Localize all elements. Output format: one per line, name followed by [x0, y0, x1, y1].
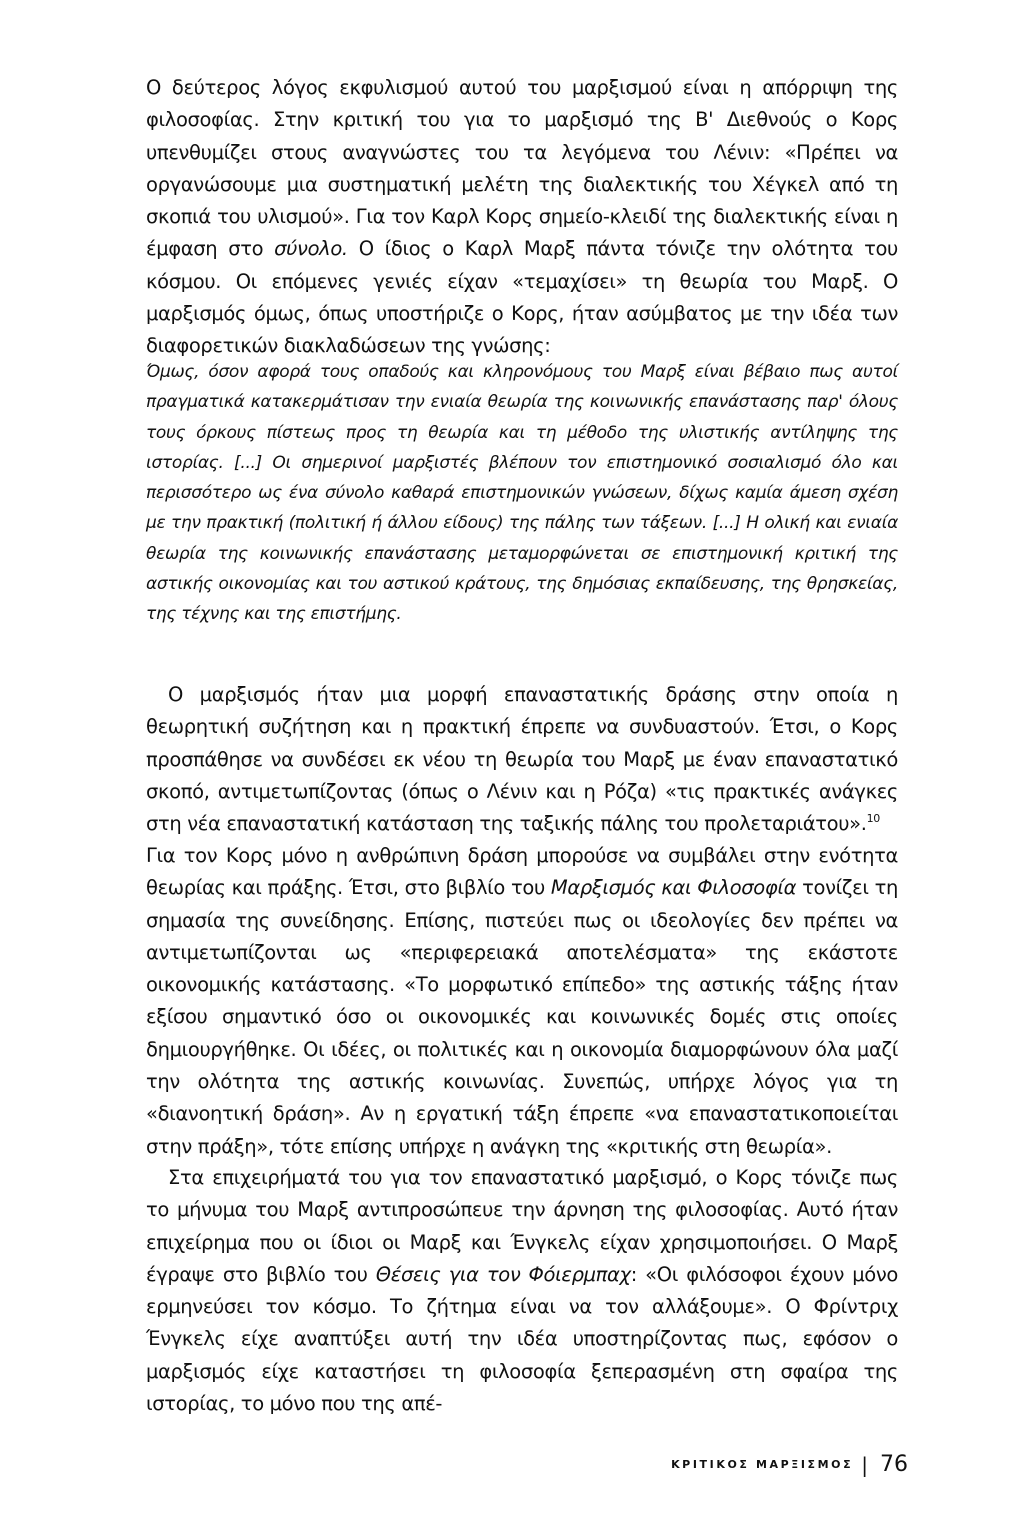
block-quote: Όμως, όσον αφορά τους οπαδούς και κληρονόμους του Μαρξ είναι βέβαιο πως αυτοί πραγματικά κατακερμάτισαν την ενιαία θεωρία της κοινωνικής επανάστασης παρ' όλους τους όρκους πίστεως προς τη θεωρία και τη μέθοδο της υλιστικής αντίληψης της ιστορίας. [...] Οι σημερινοί μαρξιστές βλέπουν τον επιστημονικό σοσιαλισμό όλο και περισσότερο ως ένα σύνολο καθαρά επιστημονικών γνώσεων, δίχως καμία άμεση σχέση με την πρακτική (πολιτική ή άλλου είδους) της πάλης των τάξεων. [...] Η ολική και ενιαία θεωρία της κοινωνικής επανάστασης μεταμορφώνεται σε επιστημονική κριτική της αστικής οικονομίας και του αστικού κράτους, της δημόσιας εκπαίδευσης, της θρησκείας, της τέχνης και της επιστήμης. [146, 362, 898, 625]
footnote-marker: 10 [866, 812, 880, 826]
paragraph-4 [146, 1162, 898, 1420]
paragraph-2-text: Ο μαρξισμός ήταν μια μορφή επαναστατικής δράσης στην οποία η θεωρητική συζήτηση και η πρακτική έπρεπε να συνδυαστούν. Έτσι, ο Κορς προσπάθησε να συνδέσει εκ νέου τη θεωρία του Μαρξ με έναν επαναστατικό σκοπό, αντιμετωπίζοντας (όπως ο Λένιν και η Ρόζα) «τις πρακτικές ανάγκες στη νέα επαναστατική κατάσταση της ταξικής πάλης του προλεταριάτου». [146, 683, 898, 836]
page-footer [640, 1452, 908, 1477]
paragraph-1-emphasis: σύνολο. [274, 237, 348, 261]
book-title-marxism-philosophy: Μαρξισμός και Φιλοσοφία [550, 876, 797, 900]
paragraph-4-text-a: Στα επιχειρήματά του για τον επαναστατικό μαρξισμό, ο Κορς τόνιζε πως το μήνυμα του Μαρξ αντιπροσώπευε την άρνηση της φιλοσοφίας. Αυτό ήταν επιχείρημα που οι ίδιοι οι Μαρξ και Ένγκελς είχαν χρησιμοποιήσει. Ο Μαρξ έγραψε στο βιβλίο του [146, 1166, 898, 1286]
paragraph-3-text-a: Για τον Κορς μόνο η ανθρώπινη δράση μπορούσε να συμβάλει στην ενότητα θεωρίας και πράξης. Έτσι, στο βιβλίο του [146, 844, 898, 900]
paragraph-1 [146, 72, 898, 363]
running-head: ΚΡΙΤΙΚΟΣ ΜΑΡΞΙΣΜΟΣ [671, 1458, 854, 1471]
paragraph-1-text-b: Ο ίδιος ο Καρλ Μαρξ πάντα τόνιζε την ολότητα του κόσμου. Οι επόμενες γενιές είχαν «τεμαχίσει» τη θεωρία του Μαρξ. Ο μαρξισμός όμως, όπως υποστήριζε ο Κορς, ήταν ασύμβατος με την ιδέα των διαφορετικών διακλαδώσεων της γνώσης: [146, 237, 898, 358]
paragraph-2 [146, 679, 898, 840]
page-number: 76 [880, 1452, 908, 1477]
paragraph-4-text-b: : «Οι φιλόσοφοι έχουν μόνο ερμηνεύσει τον κόσμο. Το ζήτημα είναι να τον αλλάξουμε». Ο Φρίντριχ Ένγκελς είχε αναπτύξει αυτή την ιδέα υποστηρίζοντας πως, εφόσον ο μαρξισμός είχε καταστήσει τη φιλοσοφία ξεπερασμένη στη σφαίρα της ιστορίας, το μόνο που της απέ- [146, 1262, 898, 1416]
paragraph-1-text-a: Ο δεύτερος λόγος εκφυλισμού αυτού του μαρξισμού είναι η απόρριψη της φιλοσοφίας. Στην κριτική του για το μαρξισμό της Β' Διεθνούς ο Κορς υπενθυμίζει στους αναγνώστες του τα λεγόμενα του Λένιν: «Πρέπει να οργανώσουμε μια συστηματική μελέτη της διαλεκτικής του Χέγκελ από τη σκοπιά του υλισμού». Για τον Καρλ Κορς σημείο-κλειδί της διαλεκτικής είναι η έμφαση στο [146, 76, 898, 261]
footer-separator: | [861, 1452, 868, 1477]
paragraph-3-text-b: τονίζει τη σημασία της συνείδησης. Επίσης, πιστεύει πως οι ιδεολογίες δεν πρέπει να αντιμετωπίζονται ως «περιφερειακά αποτελέσματα» της εκάστοτε οικονομικής κατάστασης. «Το μορφωτικό επίπεδο» της αστικής τάξης ήταν εξίσου σημαντικό όσο οι οικονομικές και κοινωνικές δομές στις οποίες δημιουργήθηκε. Οι ιδέες, οι πολιτικές και η οικονομία διαμορφώνουν όλα μαζί την ολότητα της αστικής κοινωνίας. Συνεπώς, υπήρχε λόγος για τη «διανοητική δράση». Αν η εργατική τάξη έπρεπε «να επαναστατικοποιείται στην πράξη», τότε επίσης υπήρχε η ανάγκη της «κριτικής στη θεωρία». [146, 876, 898, 1158]
paragraph-3 [146, 840, 898, 1163]
book-title-feuerbach-theses: Θέσεις για τον Φόιερμπαχ [375, 1262, 631, 1286]
